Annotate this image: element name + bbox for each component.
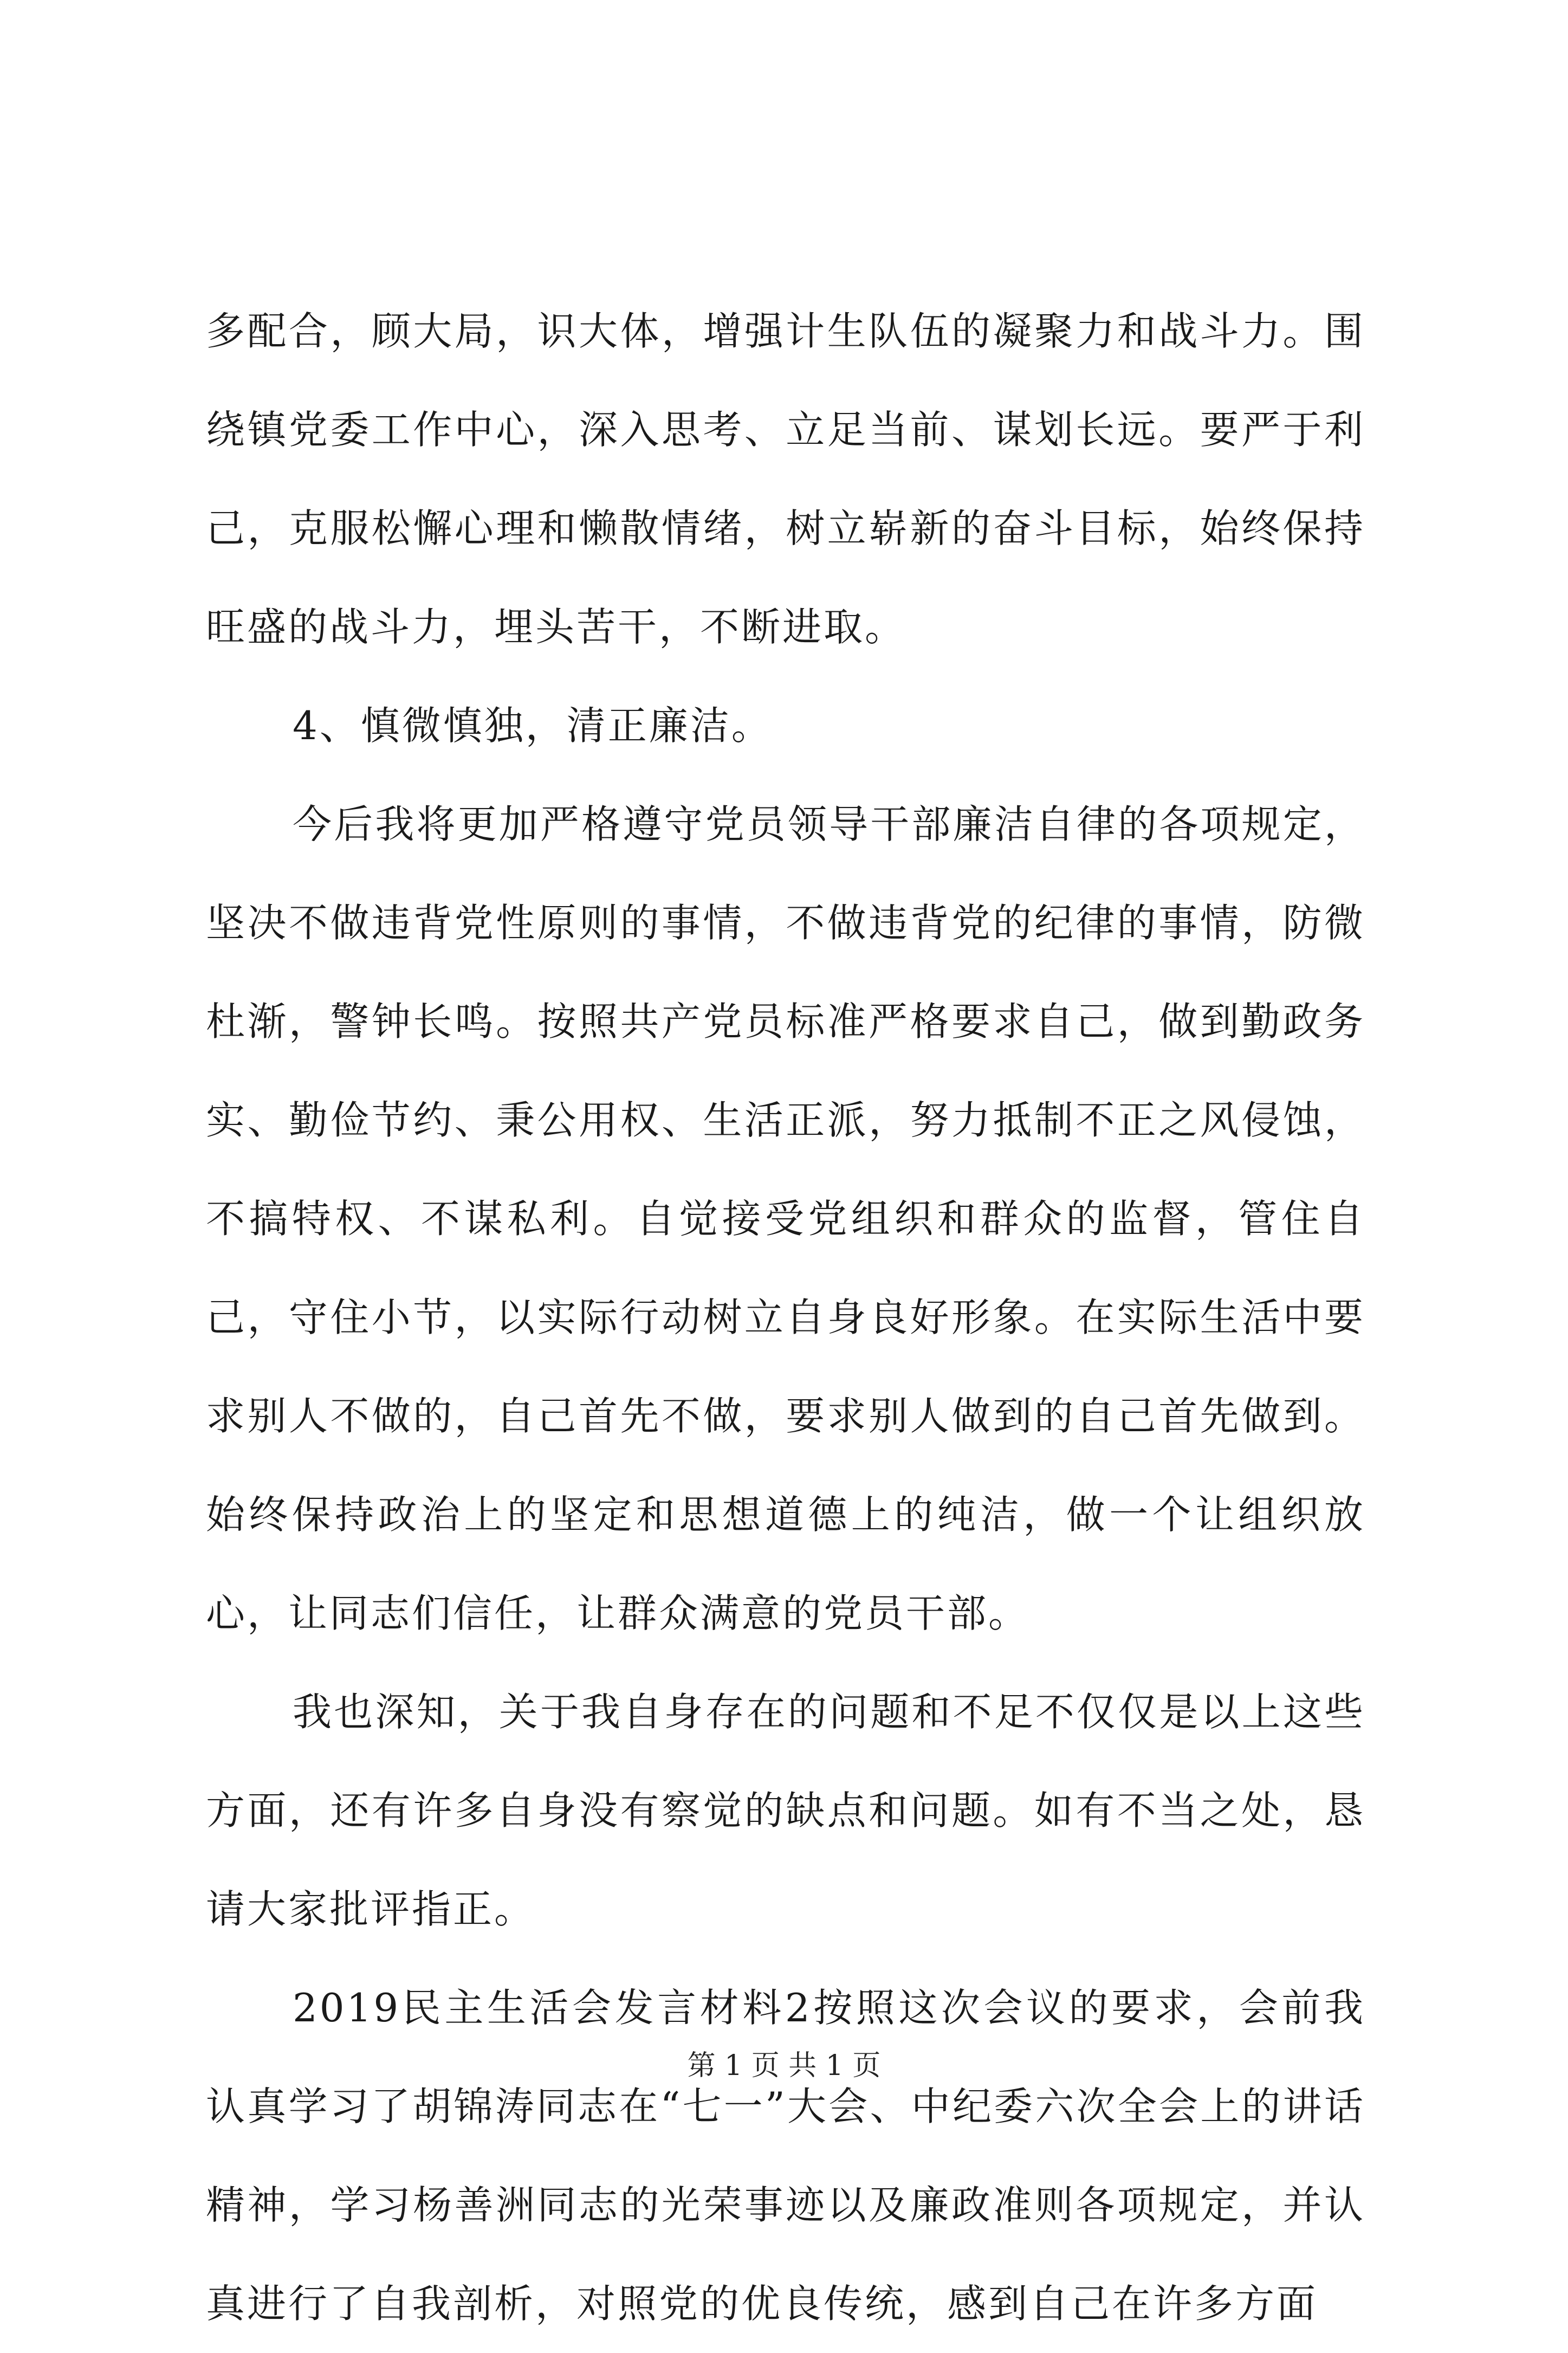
page-footer: 第 1 页 共 1 页: [687, 2050, 881, 2082]
paragraph-continued: 多配合，顾大局，识大体，增强计生队伍的凝聚力和战斗力。围绕镇党委工作中心，深入思考、立足当前、谋划长远。要严于利己，克服松懈心理和懒散情绪，树立崭新的奋斗目标，始终保持旺盛的战斗力，埋头苦干，不断进取。: [206, 308, 1365, 650]
document-body: [206, 282, 1365, 2353]
paragraph-integrity: 今后我将更加严格遵守党员领导干部廉洁自律的各项规定，坚决不做违背党性原则的事情，不做违背党的纪律的事情，防微杜渐，警钟长鸣。按照共产党员标准严格要求自己，做到勤政务实、勤俭节约、秉公用权、生活正派，努力抵制不正之风侵蚀，不搞特权、不谋私利。自觉接受党组织和群众的监督，管住自己，守住小节，以实际行动树立自身良好形象。在实际生活中要求别人不做的，自己首先不做，要求别人做到的自己首先做到。始终保持政治上的坚定和思想道德上的纯洁，做一个让组织放心，让同志们信任，让群众满意的党员干部。: [206, 801, 1365, 1636]
paragraph-material-2: 2019民主生活会发言材料2按照这次会议的要求，会前我认真学习了胡锦涛同志在“七一”大会、中纪委六次全会上的讲话精神，学习杨善洲同志的光荣事迹以及廉政准则各项规定，并认真进行了自我剖析，对照党的优良传统，感到自己在许多方面: [206, 1985, 1365, 2326]
paragraph-heading-4: 4、慎微慎独，清正廉洁。: [293, 703, 773, 748]
paragraph-shortcomings: 我也深知，关于我自身存在的问题和不足不仅仅是以上这些方面，还有许多自身没有察觉的缺点和问题。如有不当之处，恳请大家批评指正。: [206, 1689, 1365, 1932]
